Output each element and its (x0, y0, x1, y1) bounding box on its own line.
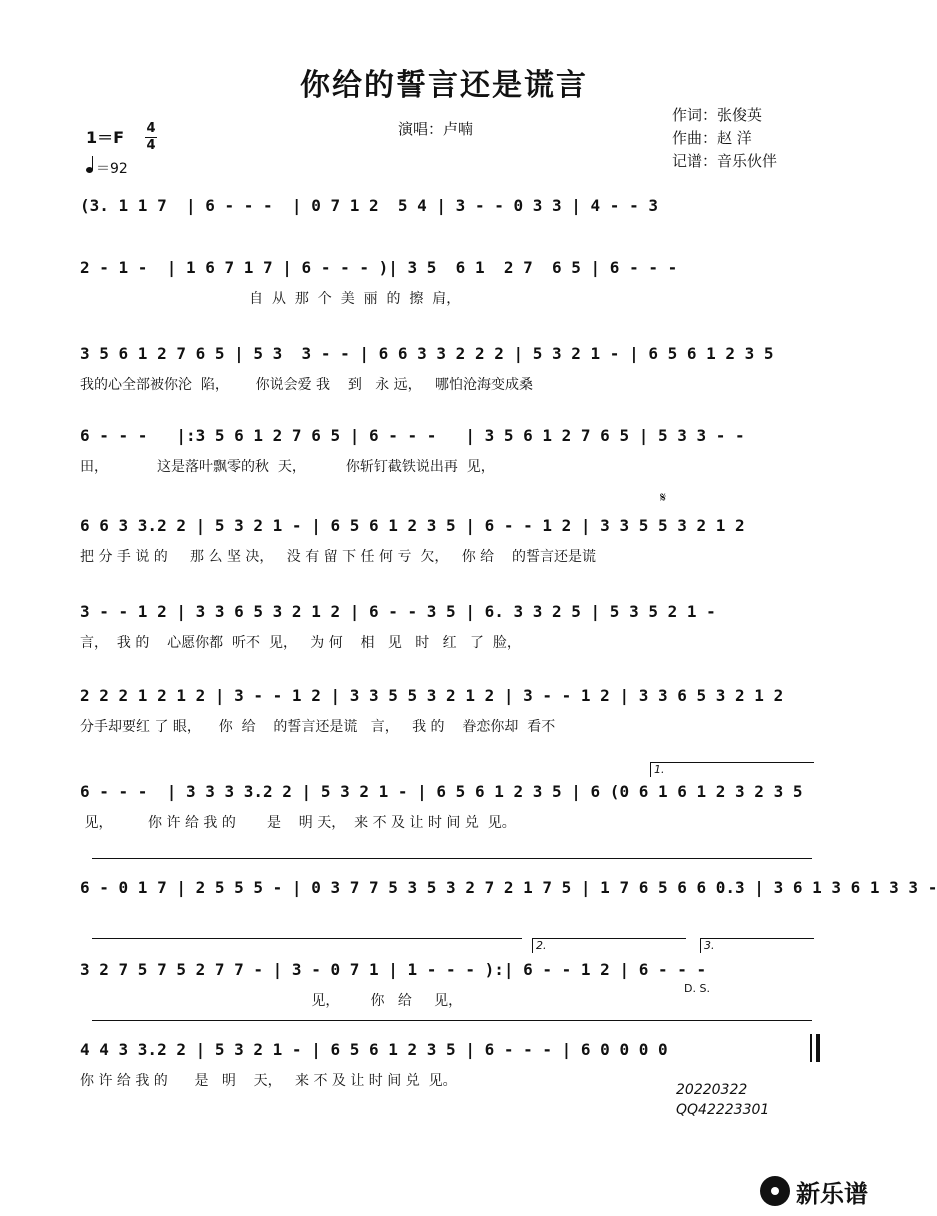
key-signature: 1＝F (86, 128, 125, 147)
row-lyrics: 言， 我 的 心愿你都 听不 见， 为 何 相 见 时 红 了 脸， (80, 635, 521, 651)
row-notes: 3 5 6 1 2 7 6 5 | 5 3 3 - - | 6 6 3 3 2 2 2 | 5 3 2 1 - | 6 5 6 1 2 3 5 (80, 344, 774, 363)
credits (672, 104, 777, 173)
final-barline (816, 1034, 820, 1062)
page-title: 你给的誓言还是谎言 (300, 68, 588, 103)
tempo-value: ＝92 (96, 161, 128, 177)
row-notes: 6 6 3 3.2 2 | 5 3 2 1 - | 6 5 6 1 2 3 5 | 6 - - 1 2 | 3 3 5 5 3 2 1 2 (80, 516, 745, 535)
volta-3: 3. (700, 938, 814, 953)
quarter-note-icon (86, 167, 93, 173)
tempo-mark (86, 158, 128, 178)
final-barline-thin (810, 1034, 812, 1062)
row-notes: 6 - - - |:3 5 6 1 2 7 6 5 | 6 - - - | 3 5 6 1 2 7 6 5 | 5 3 3 - - (80, 426, 745, 445)
singer-credit: 演唱：卢喃 (398, 120, 474, 138)
score-row-9 (80, 878, 937, 938)
meter-top: 4 (146, 121, 156, 136)
row-notes: 6 - 0 1 7 | 2 5 5 5 - | 0 3 7 7 5 3 5 3 2 7 2 1 7 5 | 1 7 6 5 6 6 0.3 | 3 6 1 3 6 1 3 3 - (80, 878, 937, 897)
row-lyrics: 我的心全部被你沦 陷， 你说会爱 我 到 永 远， 哪怕沧海变成桑 (80, 377, 534, 393)
score-row-5 (80, 516, 820, 576)
score-row-1 (80, 196, 820, 256)
lyricist-credit: 作词：张俊英 (672, 106, 763, 124)
score-row-2 (80, 258, 820, 318)
composer-credit: 作曲：赵 洋 (672, 129, 752, 147)
record-disc-icon (760, 1176, 790, 1206)
volta-continuation (92, 858, 812, 859)
row-lyrics: 你 许 给 我 的 是 明 天， 来 不 及 让 时 间 兑 见。 (80, 1073, 457, 1089)
row-lyrics: 分手却要红 了 眼， 你 给 的誓言还是谎 言， 我 的 眷恋你却 看不 (80, 719, 556, 735)
score-row-7 (80, 686, 820, 746)
row-notes: (3. 1 1 7 | 6 - - - | 0 7 1 2 5 4 | 3 - - 0 3 3 | 4 - - 3 (80, 196, 658, 215)
row-lyrics: 把 分 手 说 的 那 么 坚 决， 没 有 留 下 任 何 亏 欠， 你 给 的誓言还是谎 (80, 549, 596, 565)
row-notes: 4 4 3 3.2 2 | 5 3 2 1 - | 6 5 6 1 2 3 5 | 6 - - - | 6 0 0 0 0 (80, 1040, 668, 1059)
row-lyrics: 见， 你 给 见， (80, 993, 463, 1009)
brand-logo (760, 1173, 868, 1209)
footer-stamp (676, 1080, 769, 1120)
meter-bottom: 4 (146, 138, 156, 153)
row-notes: 2 - 1 - | 1 6 7 1 7 | 6 - - - )| 3 5 6 1 2 7 6 5 | 6 - - - (80, 258, 678, 277)
footer-qq: QQ42223301 (676, 1102, 770, 1118)
volta-2: 2. (532, 938, 686, 953)
row-notes: 3 2 7 5 7 5 2 7 7 - | 3 - 0 7 1 | 1 - - - ):| 6 - - 1 2 | 6 - - - (80, 960, 707, 979)
score-row-4 (80, 426, 820, 486)
notation-credit: 记谱：音乐伙伴 (672, 152, 778, 170)
brand-name: 新乐谱 (796, 1179, 868, 1208)
segno-icon: 𝄋 (660, 490, 667, 506)
volta-continuation-3 (92, 1020, 812, 1021)
score-row-8 (80, 782, 820, 842)
row-notes: 2 2 2 1 2 1 2 | 3 - - 1 2 | 3 3 5 5 3 2 1 2 | 3 - - 1 2 | 3 3 6 5 3 2 1 2 (80, 686, 784, 705)
time-signature (145, 122, 157, 153)
row-notes: 6 - - - | 3 3 3 3.2 2 | 5 3 2 1 - | 6 5 6 1 2 3 5 | 6 (0 6 1 6 1 2 3 2 3 5 (80, 782, 803, 801)
row-notes: 3 - - 1 2 | 3 3 6 5 3 2 1 2 | 6 - - 3 5 | 6. 3 3 2 5 | 5 3 5 2 1 - (80, 602, 716, 621)
row-lyrics: 自 从 那 个 美 丽 的 擦 肩， (80, 291, 461, 307)
score-row-3 (80, 344, 820, 404)
volta-1: 1. (650, 762, 814, 777)
score-row-6 (80, 602, 820, 662)
volta-continuation-2 (92, 938, 522, 939)
row-lyrics: 田， 这是落叶飘零的秋 天， 你斩钉截铁说出再 见， (80, 459, 495, 475)
footer-date: 20220322 (676, 1082, 748, 1098)
ds-marker: D. S. (684, 982, 710, 995)
row-lyrics: 见， 你 许 给 我 的 是 明 天， 来 不 及 让 时 间 兑 见。 (80, 815, 516, 831)
